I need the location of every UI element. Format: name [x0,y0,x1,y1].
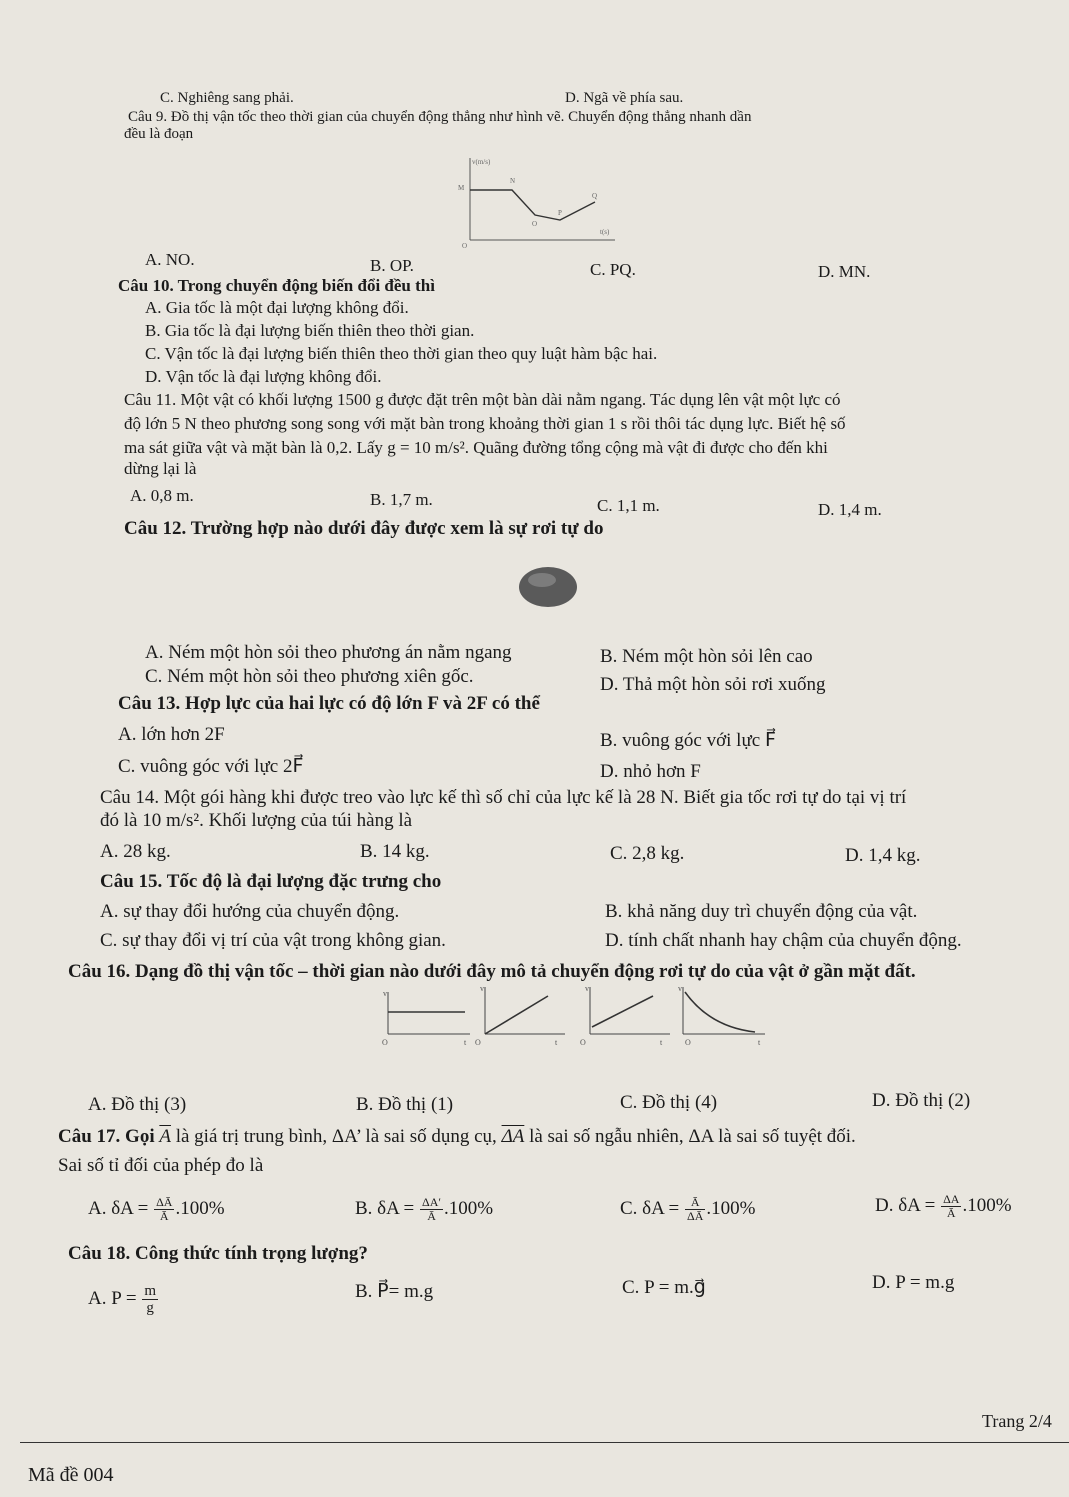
q18-option-d: D. P = m.g [872,1272,955,1293]
q16-option-b: B. Đồ thị (1) [356,1094,454,1115]
q16-graph-1 [382,989,470,1047]
q16-option-c: C. Đồ thị (4) [620,1092,718,1113]
q15-option-a: A. sự thay đổi hướng của chuyển động. [100,901,400,922]
q15-option-d: D. tính chất nhanh hay chậm của chuyển động. [605,930,962,951]
q9-label-t: t(s) [600,228,610,236]
q11-option-b: B. 1,7 m. [370,490,433,509]
q17-a-pre: A. δA = [88,1197,154,1219]
q17-d-frac [941,1193,961,1220]
q8-option-c: C. Nghiêng sang phải. [160,90,294,106]
q9-label-v: v(m/s) [472,158,491,166]
q9-option-d: D. MN. [818,262,871,281]
q17-c-num: Ā [685,1196,705,1210]
q9-label-p: P [558,209,562,217]
q11-option-c: C. 1,1 m. [597,496,660,515]
q17-d-den: Ā [946,1206,956,1220]
q10-option-c: C. Vận tốc là đại lượng biến thiên theo thời gian theo quy luật hàm bậc hai. [145,344,658,363]
q17-b-den: Ā [427,1209,436,1223]
q10-option-a: A. Gia tốc là một đại lượng không đổi. [145,298,409,317]
q17-option-a [88,1196,225,1223]
q11-stem-3 [124,438,828,458]
q15-option-b: B. khả năng duy trì chuyển động của vật. [605,901,918,922]
q9-label-o: O [532,220,538,228]
q13-option-c: C. vuông góc với lực 2F⃗ [118,756,304,777]
q17-c-post: .100% [706,1197,756,1219]
q17-d-post: .100% [962,1194,1012,1216]
q11-stem-1: Câu 11. Một vật có khối lượng 1500 g được đặt trên một bàn dài nằm ngang. Tác dụng lên vật một lực có [124,390,841,409]
q8-option-d: D. Ngã về phía sau. [565,90,684,106]
q10-option-b: B. Gia tốc là đại lượng biến thiên theo thời gian. [145,321,475,340]
q16-graph-4-t: t [758,1038,761,1047]
q13-option-a: A. lớn hơn 2F [118,724,225,745]
q17-random-error-symbol: $\overline{\Delta A}$ [501,1126,525,1147]
q12-option-d: D. Thả một hòn sỏi rơi xuống [600,674,826,695]
q16-graphs [370,982,770,1072]
q14-option-d: D. 1,4 kg. [845,845,921,866]
q13-option-b: B. vuông góc với lực F⃗ [600,730,776,751]
q17-a-frac [154,1196,174,1223]
q9-option-c: C. PQ. [590,260,636,279]
q10-option-d: D. Vận tốc là đại lượng không đổi. [145,367,382,386]
q11-stem-4: dừng lại là [124,459,197,478]
q18-stem: Câu 18. Công thức tính trọng lượng? [68,1243,368,1264]
q17-stem-1c: là sai số ngẫu nhiên, ΔA là sai số tuyệt đối. [524,1126,856,1147]
q17-b-post: .100% [444,1197,494,1219]
q16-graph-3-t: t [660,1038,663,1047]
q18-option-a [88,1283,159,1316]
q9-label-origin: O [462,242,468,250]
q10-stem: Câu 10. Trong chuyển động biến đổi đều thì [118,276,435,295]
q17-c-frac [685,1196,705,1223]
q11-stem-3a: ma sát giữa vật và mặt bàn là 0,2. Lấy [124,438,388,457]
q16-option-a: A. Đồ thị (3) [88,1094,187,1115]
q17-b-pre: B. δA = [355,1197,420,1219]
q12-option-b: B. Ném một hòn sỏi lên cao [600,646,813,667]
pebble-image [510,565,590,615]
q17-c-pre: C. δA = [620,1197,685,1219]
q12-option-c: C. Ném một hòn sỏi theo phương xiên gốc. [145,666,474,687]
q16-stem: Câu 16. Dạng đồ thị vận tốc – thời gian nào dưới đây mô tả chuyển động rơi tự do của vật ở gần mặt đất. [68,961,916,982]
q18-a-den: g [146,1300,154,1316]
q17-a-den: Ā [159,1209,169,1223]
q17-option-c [620,1196,755,1223]
q17-d-num: ΔA [943,1192,960,1206]
exam-code: Mã đề 004 [28,1464,114,1486]
q16-graph-4-o: O [685,1038,691,1047]
q17-option-d [875,1193,1012,1220]
q14-option-a: A. 28 kg. [100,841,171,862]
q16-graph-1-t: t [464,1038,467,1047]
q14-stem-2: đó là 10 m/s². Khối lượng của túi hàng là [100,810,413,831]
q17-stem-2: Sai số tỉ đối của phép đo là [58,1155,264,1176]
q15-option-c: C. sự thay đổi vị trí của vật trong không gian. [100,930,446,951]
q9-label-q: Q [592,192,598,200]
q13-option-d: D. nhỏ hơn F [600,761,701,782]
q9-label-m: M [458,184,465,192]
q11-stem-3b: . Quãng đường tổng cộng mà vật đi được cho đến khi [464,438,828,457]
q11-stem-2: độ lớn 5 N theo phương song song với mặt bàn trong khoảng thời gian 1 s rồi thôi tác dụng lực. Biết hệ số [124,414,846,433]
q16-graph-4 [678,984,765,1047]
q12-option-a: A. Ném một hòn sỏi theo phương án nằm ngang [145,642,512,663]
q17-stem-1 [58,1126,856,1148]
q9-stem-2: đều là đoạn [124,126,194,142]
q17-stem-1b: là giá trị trung bình, ΔA’ là sai số dụng cụ, [170,1126,502,1147]
page-number: Trang 2/4 [982,1411,1052,1431]
q17-d-pre: D. δA = [875,1194,941,1216]
q17-c-den: ΔĀ [687,1209,704,1223]
q16-graph-4-v: v [678,984,682,993]
q9-option-b: B. OP. [370,256,414,275]
q11-option-a: A. 0,8 m. [130,486,194,505]
q16-graph-2-v: v [480,984,484,993]
q17-mean-symbol: $\overline{A}$ [159,1126,171,1147]
q16-option-d: D. Đồ thị (2) [872,1090,971,1111]
q11-gravity: g = 10 m/s² [387,438,465,457]
q18-a-frac [142,1283,158,1316]
q16-graph-3-v: v [585,984,589,993]
q18-option-c: C. P = m.g⃗ [622,1277,706,1298]
q16-graph-2-t: t [555,1038,558,1047]
q16-graph-1-v: v [383,989,387,998]
q16-graph-3 [580,984,670,1047]
q16-graph-1-o: O [382,1038,388,1047]
q11-option-d: D. 1,4 m. [818,500,882,519]
q17-a-num: ΔĀ [156,1195,173,1209]
q18-option-b: B. P⃗= m.g [355,1281,434,1302]
q9-graph-line [470,190,598,220]
q17-a-post: .100% [175,1197,225,1219]
q9-option-a: A. NO. [145,250,195,269]
footer-rule [20,1442,1069,1443]
q15-stem: Câu 15. Tốc độ là đại lượng đặc trưng cho [100,871,442,892]
q17-label: Câu 17. Gọi [58,1126,160,1147]
q9-velocity-graph [440,140,640,250]
q17-b-num: ΔA′ [422,1195,442,1209]
q14-option-b: B. 14 kg. [360,841,430,862]
q9-label-n: N [510,177,516,185]
q17-b-frac [420,1196,443,1223]
q13-stem: Câu 13. Hợp lực của hai lực có độ lớn F và 2F có thể [118,693,540,714]
q12-stem: Câu 12. Trường hợp nào dưới đây được xem là sự rơi tự do [124,518,604,539]
q17-option-b [355,1196,493,1223]
q18-a-pre: A. P = [88,1287,142,1309]
q14-stem-1: Câu 14. Một gói hàng khi được treo vào lực kế thì số chỉ của lực kế là 28 N. Biết gia tốc rơi tự do tại vị trí [100,787,907,808]
q14-option-c: C. 2,8 kg. [610,843,685,864]
q16-graph-2-o: O [475,1038,481,1047]
q16-graph-2 [475,984,565,1047]
q16-graph-3-o: O [580,1038,586,1047]
q9-stem-1: Câu 9. Đồ thị vận tốc theo thời gian của chuyển động thẳng như hình vẽ. Chuyển động thẳng nhanh dần [128,109,752,125]
q18-a-num: m [144,1283,156,1299]
